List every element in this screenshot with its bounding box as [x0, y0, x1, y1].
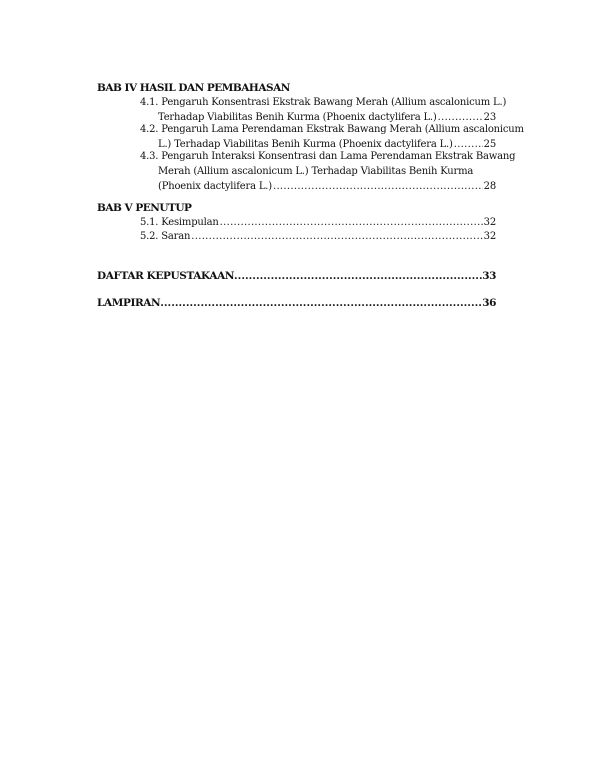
toc-page-number: 28 [483, 181, 496, 192]
toc-entry-text: 4.3. Pengaruh Interaksi Konsentrasi dan Lama Perendaman Ekstrak Bawang [140, 151, 516, 162]
toc-entry-text: L.) Terhadap Viabilitas Benih Kurma (Phoenix dactylifera L.) [158, 139, 453, 150]
chapter-heading-bab-5: BAB V PENUTUP [97, 202, 192, 214]
toc-page-number: 32 [483, 231, 496, 242]
toc-entry-text: (Phoenix dactylifera L.) [158, 181, 272, 192]
toc-page-number: 33 [482, 270, 496, 282]
toc-entry-text: DAFTAR KEPUSTAKAAN [97, 270, 235, 282]
dot-leader [160, 297, 482, 310]
toc-entry-lampiran[interactable] [97, 297, 496, 310]
toc-entry-line [140, 164, 496, 179]
toc-page-number: 23 [483, 112, 496, 123]
toc-entry-line [140, 229, 496, 244]
toc-entry-text: 4.2. Pengaruh Lama Perendaman Ekstrak Bawang Merah (Allium ascalonicum [140, 124, 524, 135]
toc-entry-line [140, 179, 496, 194]
dot-leader [191, 229, 482, 244]
toc-entry-4-1[interactable] [140, 95, 507, 125]
toc-entry-line [140, 149, 516, 164]
dot-leader [220, 215, 483, 230]
toc-entry-line [140, 215, 496, 230]
toc-entry-line [140, 122, 524, 137]
toc-entry-5-2[interactable] [140, 229, 496, 244]
toc-entry-text: Merah (Allium ascalonicum L.) Terhadap Viabilitas Benih Kurma [158, 166, 474, 177]
toc-entry-text: 5.1. Kesimpulan [140, 217, 219, 228]
toc-entry-daftar-kepustakaan[interactable] [97, 270, 496, 283]
toc-entry-4-3[interactable] [140, 149, 516, 194]
toc-entry-line [140, 95, 507, 110]
toc-entry-5-1[interactable] [140, 215, 496, 230]
dot-leader [273, 179, 483, 194]
dot-leader [234, 270, 482, 283]
toc-entry-text: 4.1. Pengaruh Konsentrasi Ekstrak Bawang Merah (Allium ascalonicum L.) [140, 97, 507, 108]
chapter-heading-bab-4: BAB IV HASIL DAN PEMBAHASAN [97, 82, 290, 94]
toc-entry-text: LAMPIRAN [97, 297, 161, 309]
toc-page-number: 25 [483, 139, 496, 150]
toc-page-number: 36 [482, 297, 496, 309]
toc-page-number: 32 [483, 217, 496, 228]
toc-entry-4-2[interactable] [140, 122, 524, 152]
toc-entry-text: 5.2. Saran [140, 231, 191, 242]
toc-entry-text: Terhadap Viabilitas Benih Kurma (Phoenix dactylifera L.) [158, 112, 437, 123]
